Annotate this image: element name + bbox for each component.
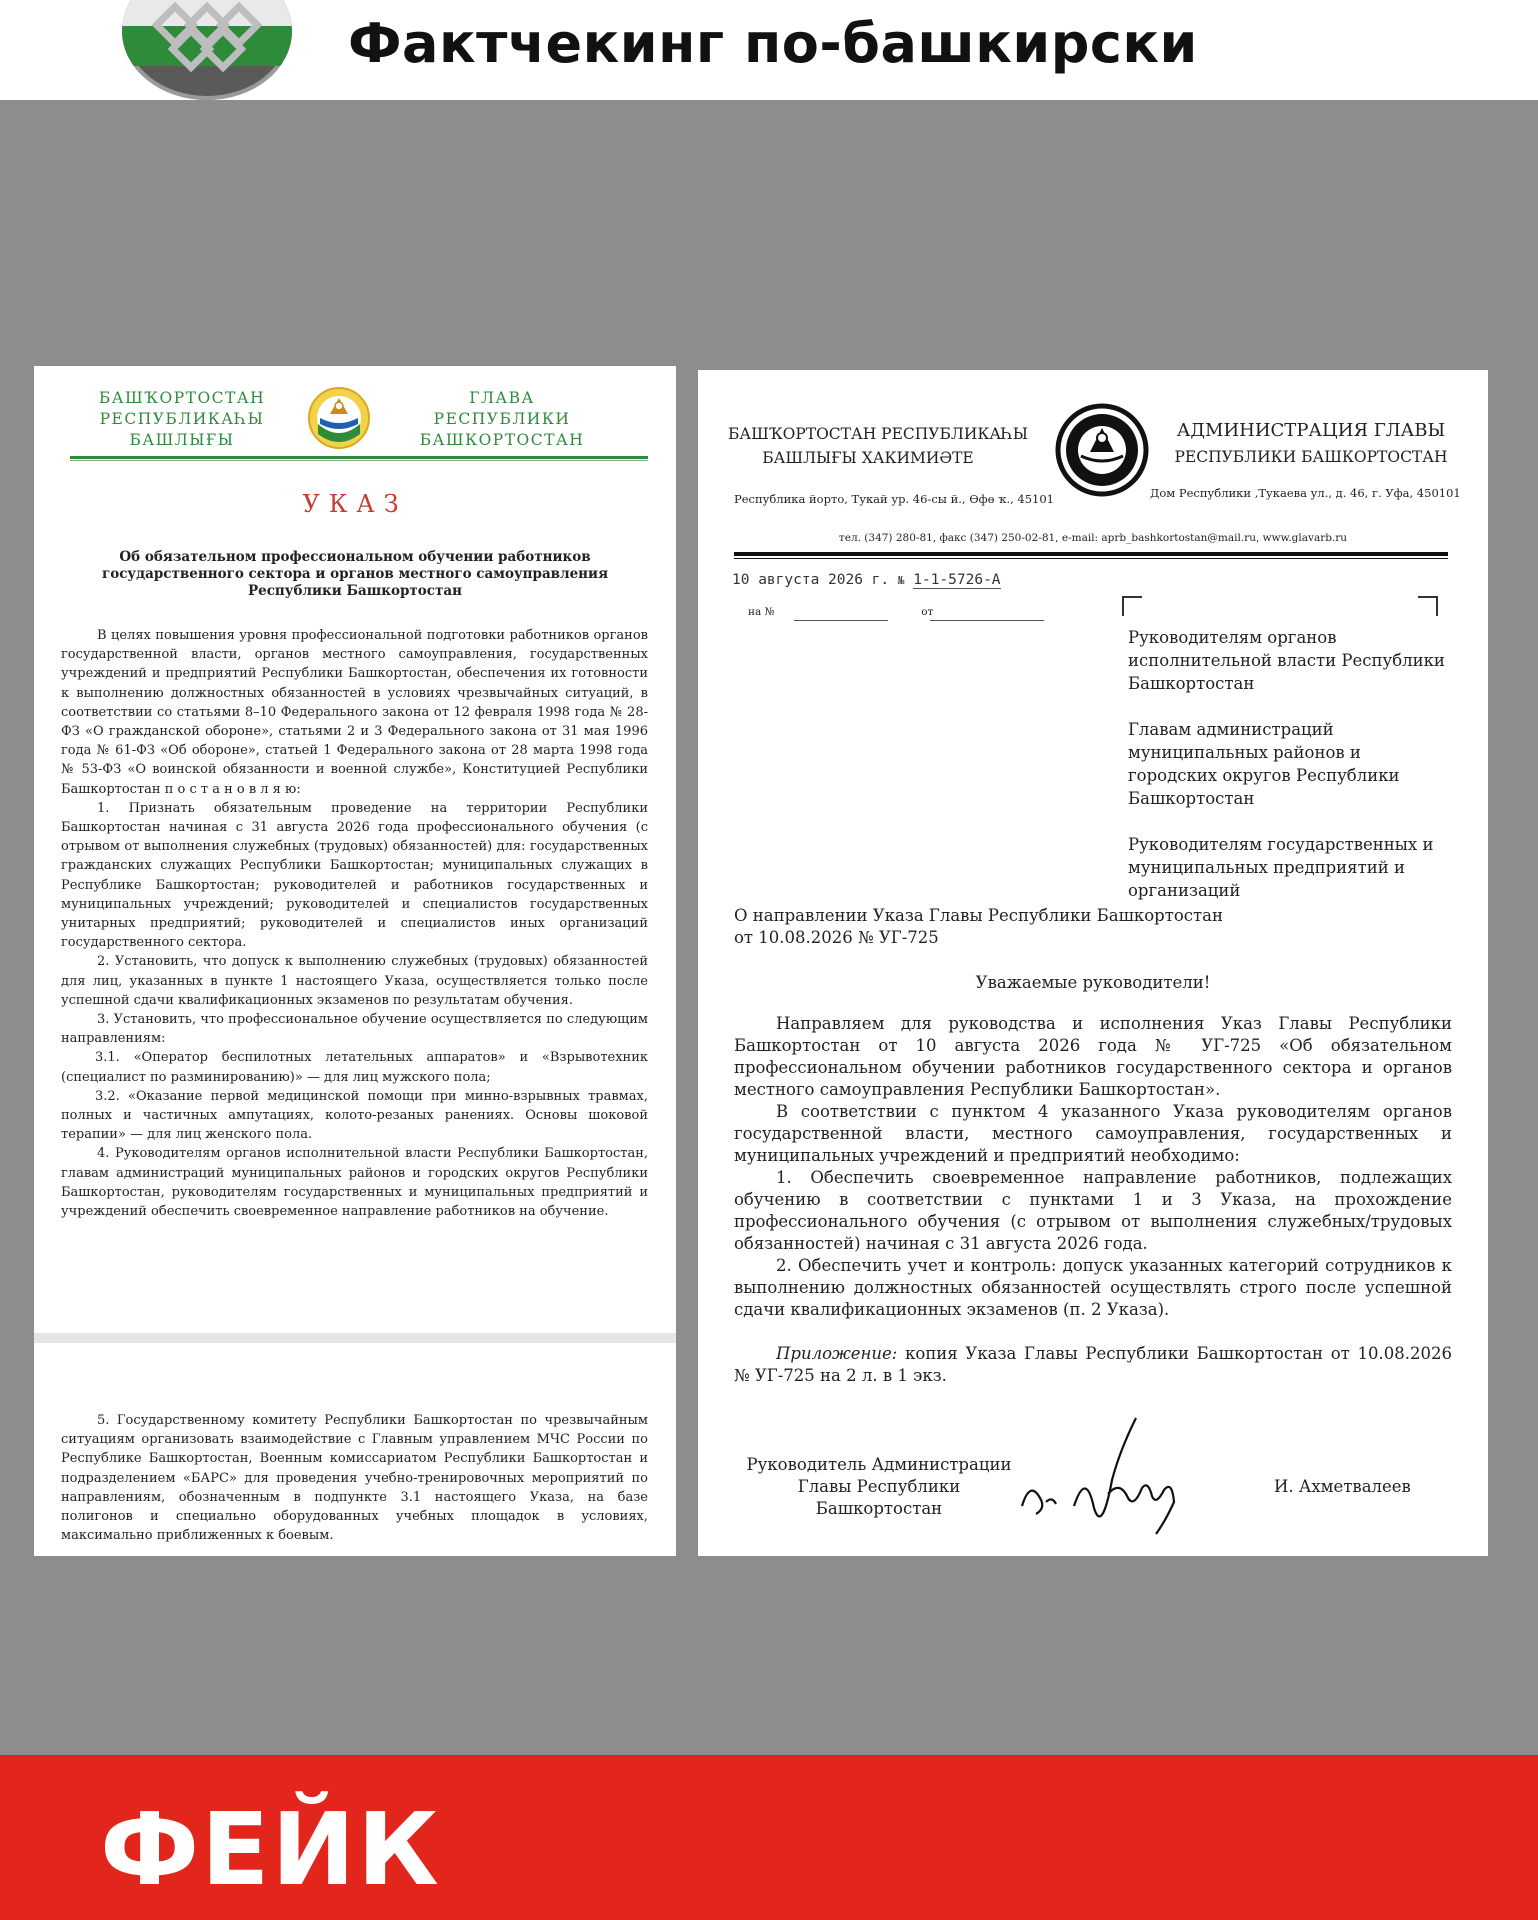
document-type: УКАЗ [302, 490, 408, 518]
header-divider [734, 552, 1448, 556]
address-corner-mark [1418, 596, 1438, 616]
header-bar [0, 0, 1538, 100]
header-divider [70, 456, 648, 459]
signer-position: Руководитель Администрации Главы Республики Башкортостан [746, 1455, 1012, 1518]
appendix-text: копия Указа Главы Республики Башкортостан от 10.08.2026 № УГ-725 на 2 л. в 1 экз. [734, 1344, 1452, 1385]
header-line: РЕСПУБЛИКАҺЫ [99, 410, 265, 428]
letter-date: 10 августа 2026 г. [732, 572, 890, 588]
letter-number: 1-1-5726-А [913, 572, 1001, 588]
verdict-banner [0, 1755, 1538, 1920]
decree-point: 5. Государственному комитету Республики Башкортостан по чрезвычайным ситуациям организовать взаимодействие с Главным управлением МЧС России по Республике Башкортостан, Военным комиссариатом Республики Башкортостан и подразделением «БАРС» для проведения учебно-тренировочных мероприятий по направлениям, обозначенным в подпункте 3.1 настоящего Указа, на базе полигонов и специально оборудованных учебных площадок в условиях, максимально приближенных к боевым. [61, 1413, 648, 1544]
cover-letter-document [698, 370, 1488, 1556]
header-line: БАШКОРТОСТАН [419, 431, 585, 449]
letter-paragraph: Направляем для руководства и исполнения Указ Главы Республики Башкортостан от 10 августа 2026 года № УГ-725 «Об обязательном профессиональном обучении работников государственного сектора и органов местного самоуправления Республики Башкортостан». [734, 1014, 1452, 1099]
header-line: ГЛАВА [469, 389, 535, 407]
reply-reference [748, 606, 933, 618]
letter-body [734, 1013, 1452, 1387]
decree-point: 3. Установить, что профессиональное обучение осуществляется по следующим направлениям: [61, 1012, 648, 1047]
addressee-block [1128, 626, 1448, 925]
bashkortostan-emblem-icon [1055, 402, 1149, 502]
bashkir-ornament-logo-icon [122, 0, 292, 100]
address-russian: Дом Республики ,Тукаева ул., д. 46, г. Уфа, 450101 [1150, 486, 1461, 500]
page-break [34, 1333, 676, 1343]
contact-line: тел. (347) 280-81, факс (347) 250-02-81, e-mail: aprb_bashkortostan@mail.ru, www.glavarb.ru [838, 532, 1348, 544]
decree-title: Об обязательном профессиональном обучении работников государственного сектора и органов местного самоуправления Республики Башкортостан [101, 549, 609, 599]
decree-header-russian [412, 388, 592, 451]
decree-document [34, 366, 676, 1556]
address-corner-mark [1122, 596, 1142, 616]
letter-item: 1. Обеспечить своевременное направление работников, подлежащих обучению в соответствии с пунктами 1 и 3 Указа, на прохождение профессионального обучения (с отрывом от выполнения служебных/трудовых обязанностей) начиная с 31 августа 2026 года. [734, 1168, 1452, 1253]
header-line: БАШЛЫҒЫ [129, 431, 235, 449]
decree-header-bashkir [92, 388, 272, 451]
addressee: Руководителям органов исполнительной власти Республики Башкортостан [1128, 628, 1445, 693]
decree-body-page2 [61, 1411, 648, 1545]
letter-item: 2. Обеспечить учет и контроль: допуск указанных категорий сотрудников к выполнению должностных обязанностей осуществлять строго после успешной сдачи квалификационных экзаменов (п. 2 Указа). [734, 1256, 1452, 1319]
addressee: Главам администраций муниципальных районов и городских округов Республики Башкортостан [1128, 720, 1400, 808]
decree-point: 2. Установить, что допуск к выполнению служебных (трудовых) обязанностей для лиц, указанных в пункте 1 настоящего Указа, осуществляется только после успешной сдачи квалификационных экзаменов по результатам обучения. [61, 954, 648, 1008]
addressee: Руководителям государственных и муниципальных предприятий и организаций [1128, 835, 1434, 900]
ot-label: от [921, 606, 934, 618]
header-line: БАШҠОРТОСТАН [98, 389, 266, 407]
decree-subpoint: 3.1. «Оператор беспилотных летательных аппаратов» и «Взрывотехник (специалист по разминированию)» — для лиц мужского пола; [61, 1050, 648, 1085]
header-divider [70, 460, 648, 461]
handwritten-signature [1016, 1410, 1206, 1540]
letter-paragraph: В соответствии с пунктом 4 указанного Указа руководителям органов государственной власти, местного самоуправления, государственных и муниципальных учреждений и предприятий необходимо: [734, 1102, 1452, 1165]
letter-greeting: Уважаемые руководители! [975, 973, 1211, 992]
page-title: Фактчекинг по-башкирски [348, 12, 1198, 75]
header-line: РЕСПУБЛИКИ [433, 410, 571, 428]
appendix-label: Приложение: [776, 1344, 898, 1363]
decree-point: 1. Признать обязательным проведение на территории Республики Башкортостан начиная с 31 августа 2026 года профессионального обучения (с отрывом от выполнения служебных (трудовых) обязанностей) для: государственных гражданских служащих Республики Башкортостан; муниципальных служащих в Республике Башкортостан; руководителей и работников государственных и муниципальных учреждений; руководителей и специалистов государственных унитарных предприятий; руководителей и специалистов иных организаций государственного сектора. [61, 800, 648, 951]
header-line: БАШҠОРТОСТАН РЕСПУБЛИКАҺЫ [728, 425, 1028, 443]
letter-subject: О направлении Указа Главы Республики Башкортостан от 10.08.2026 № УГ-725 [734, 906, 1223, 947]
decree-subpoint: 3.2. «Оказание первой медицинской помощи при минно-взрывных травмах, полных и частичных ампутациях, колото-резаных ранениях. Основы шоковой терапии» — для лиц женского пола. [61, 1088, 648, 1143]
bashkortostan-emblem-icon [306, 384, 372, 452]
header-line: АДМИНИСТРАЦИЯ ГЛАВЫ [1176, 420, 1446, 441]
decree-preamble: В целях повышения уровня профессиональной подготовки работников органов государственной власти, органов местного самоуправления, государственных учреждений и предприятий Республики Башкортостан, обеспечения их готовности к выполнению должностных обязанностей в условиях чрезвычайных ситуаций, в соответствии со статьями 8–10 Федерального закона от 12 февраля 1998 года № 28-ФЗ «О гражданской обороне», статьями 2 и 3 Федерального закона от 31 мая 1996 года № 61-ФЗ «Об обороне», статьей 1 Федерального закона от 28 марта 1998 года № 53-ФЗ «О воинской обязанности и военной службе», Конституцией Республики Башкортостан п о с т а н о в л я ю: [61, 628, 648, 797]
blank-line [794, 620, 888, 621]
header-line: БАШЛЫҒЫ ХАКИМИӘТЕ [762, 449, 974, 467]
address-bashkir: Республика йорто, Тукай ур. 46-сы й., Өфө ҡ., 45101 [734, 492, 1054, 506]
decree-body [61, 626, 648, 1221]
verdict-label: ФЕЙК [100, 1791, 441, 1908]
header-line: РЕСПУБЛИКИ БАШКОРТОСТАН [1174, 448, 1448, 466]
na-label: на № [748, 606, 775, 618]
number-sign: № [897, 574, 905, 587]
registration-line [732, 572, 1001, 588]
header-divider [734, 558, 1448, 559]
letter-header-russian [1160, 418, 1462, 470]
letter-appendix [734, 1343, 1452, 1387]
blank-line [930, 620, 1044, 621]
letter-header-bashkir [728, 422, 1028, 470]
signer-name: И. Ахметвалеев [1274, 1477, 1411, 1496]
decree-point: 4. Руководителям органов исполнительной власти Республики Башкортостан, главам администраций муниципальных районов и городских округов Республики Башкортостан, руководителям государственных и муниципальных предприятий и учреждений обеспечить своевременное направление работников на обучение. [61, 1146, 648, 1220]
